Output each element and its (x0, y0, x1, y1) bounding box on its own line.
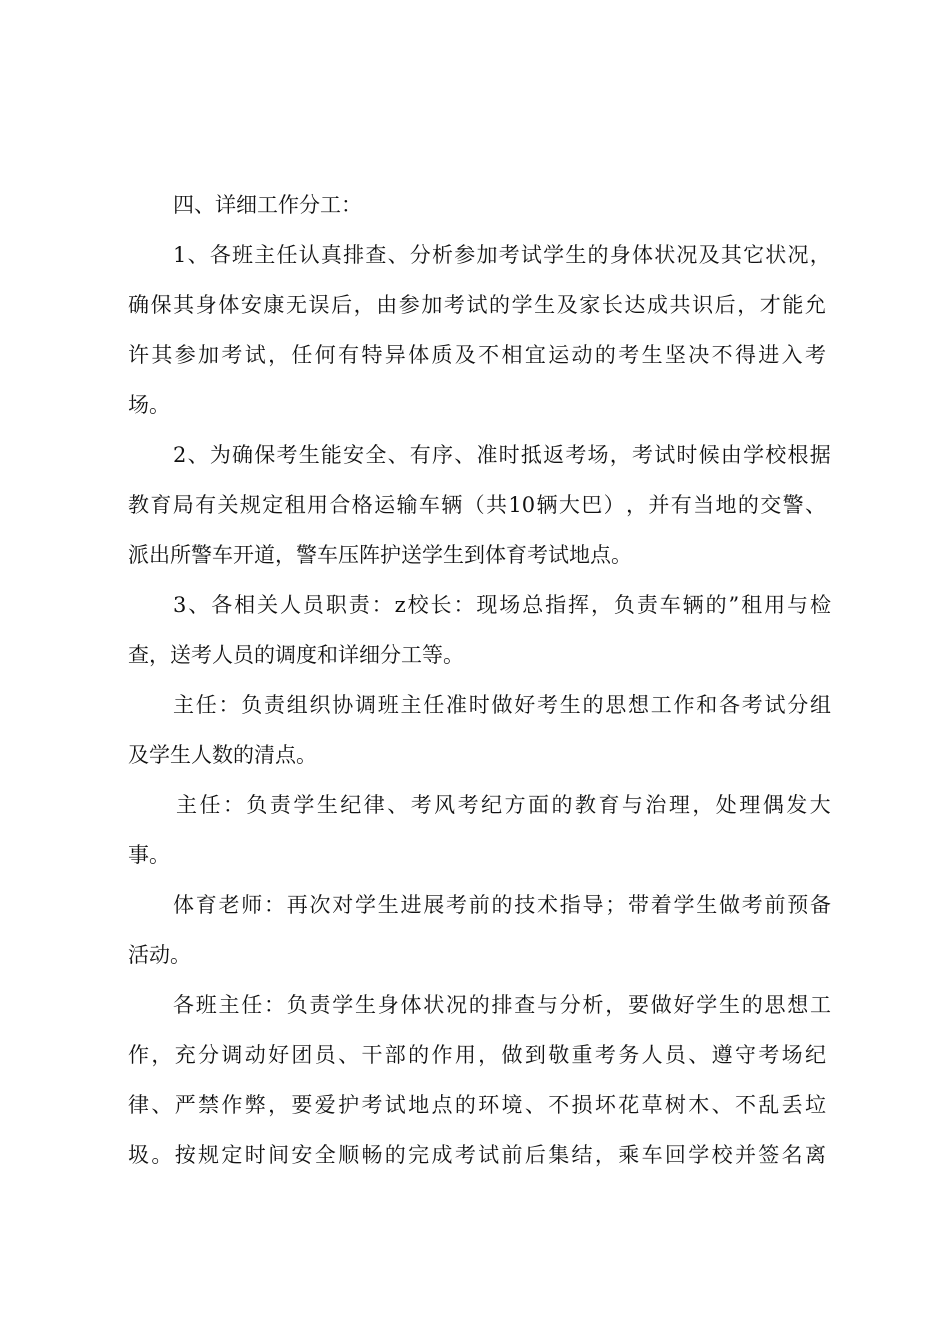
paragraph-4-line-1: 主 任 ： 负 责 组 织 协 调 班 主 任 准 时 做 好 考 生 的 思 想 工 作 和 各 考 试 分 组 (173, 693, 831, 717)
paragraph-5-line-1: 主 任 ： 负 责 学 生 纪 律 、 考 风 考 纪 方 面 的 教 育 与 治 理 ， 处 理 偶 发 大 (176, 793, 831, 817)
paragraph-7-line-2: 作 ， 充 分 调 动 好 团 员 、 干 部 的 作 用 ， 做 到 敬 重 考 务 人 员 、 遵 守 考 场 纪 (128, 1043, 826, 1067)
paragraph-4-line-2: 及学生人数的清点。 (128, 743, 317, 767)
paragraph-1-line-1: 1 、 各 班 主 任 认 真 排 查 、 分 析 参 加 考 试 学 生 的 身 体 状 况 及 其 它 状 况 ， (173, 243, 831, 267)
paragraph-1-line-3: 许 其 参 加 考 试 ， 任 何 有 特 异 体 质 及 不 相 宜 运 动 的 考 生 坚 决 不 得 进 入 考 (128, 343, 826, 367)
paragraph-5-line-2: 事。 (128, 843, 170, 867)
paragraph-2-line-1: 2 、 为 确 保 考 生 能 安 全 、 有 序 、 准 时 抵 返 考 场 ， 考 试 时 候 由 学 校 根 据 (173, 443, 831, 467)
paragraph-7-line-4: 圾 。 按 规 定 时 间 安 全 顺 畅 的 完 成 考 试 前 后 集 结 ， 乘 车 回 学 校 并 签 名 离 (128, 1143, 826, 1167)
paragraph-7-line-3: 律 、 严 禁 作 弊 ， 要 爱 护 考 试 地 点 的 环 境 、 不 损 坏 花 草 树 木 、 不 乱 丢 垃 (128, 1093, 826, 1117)
paragraph-3-line-1: 3 、 各 相 关 人 员 职 责 ： z 校 长 ： 现 场 总 指 挥 ， 负 责 车 辆 的 ” 租 用 与 检 (173, 593, 831, 617)
paragraph-6-line-2: 活动。 (128, 943, 191, 967)
paragraph-3-line-2: 查，送考人员的调度和详细分工等。 (128, 643, 464, 667)
section-heading: 四、详细工作分工： (173, 193, 362, 217)
paragraph-7-line-1: 各 班 主 任 ： 负 责 学 生 身 体 状 况 的 排 查 与 分 析 ， 要 做 好 学 生 的 思 想 工 (173, 993, 831, 1017)
paragraph-6-line-1: 体 育 老 师 ： 再 次 对 学 生 进 展 考 前 的 技 术 指 导 ； 带 着 学 生 做 考 前 预 备 (173, 893, 831, 917)
paragraph-2-line-3: 派出所警车开道，警车压阵护送学生到体育考试地点。 (128, 543, 632, 567)
paragraph-1-line-2: 确 保 其 身 体 安 康 无 误 后 ， 由 参 加 考 试 的 学 生 及 家 长 达 成 共 识 后 ， 才 能 允 (128, 293, 826, 317)
paragraph-1-line-4: 场。 (128, 393, 170, 417)
paragraph-2-line-2: 教 育 局 有 关 规 定 租 用 合 格 运 输 车 辆 （ 共 10 辆 大 巴 ） ， 并 有 当 地 的 交 警 、 (128, 493, 826, 517)
